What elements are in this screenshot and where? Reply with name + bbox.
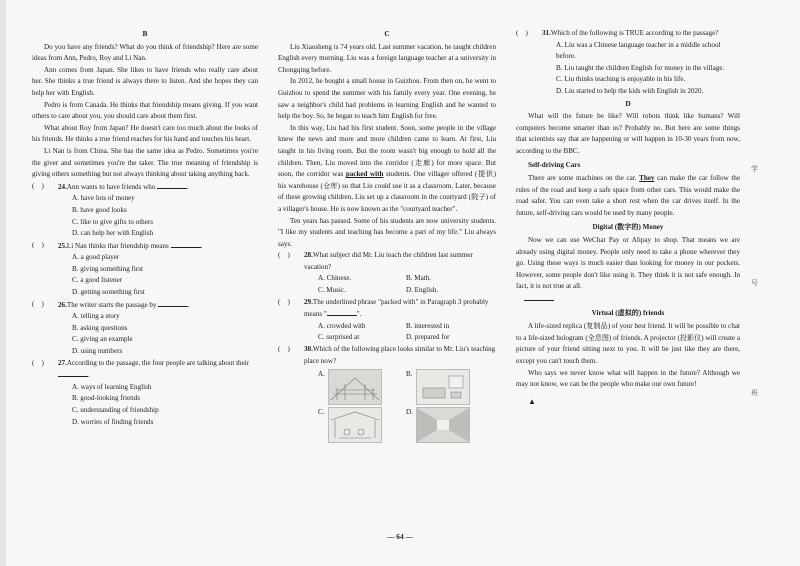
- image-option-row: [278, 407, 496, 443]
- paren-close: ): [41, 181, 44, 190]
- option-label: C.: [318, 408, 325, 417]
- option-row: [278, 285, 496, 297]
- option: A. Chinese.: [318, 274, 352, 283]
- option-row: [278, 273, 496, 285]
- question-end: ".: [356, 310, 362, 319]
- image-option-d[interactable]: [406, 407, 494, 443]
- option: C. Liu thinks teaching is enjoyable in his life.: [556, 75, 686, 84]
- triangle-marker-icon: ▲: [528, 397, 536, 406]
- option: C. Music.: [318, 286, 346, 295]
- paren-open: (: [278, 251, 281, 260]
- fill-blank: [327, 308, 357, 316]
- question-text: [58, 358, 258, 382]
- paragraph-text: can make the car follow the rules of the road and keep a safe space from other cars. This would make the road safer. You can even take a short rest when the car drives itself. In the future, self-driving cars would be used by many people.: [516, 174, 740, 217]
- option: B. Math.: [406, 274, 432, 283]
- option: D. English.: [406, 286, 439, 295]
- fill-blank: [58, 369, 90, 380]
- paragraph: What will the future be like? Will robots think like humans? Will computers become smarter than us? Probably no. But here are some things that scientists say that are happening or will happen in 10-30 years from now, according to the BBC.: [516, 112, 740, 155]
- question-number: 28.: [304, 251, 313, 260]
- underlined-phrase: packed with: [345, 170, 384, 179]
- option-label: A.: [318, 370, 325, 379]
- option: B. giving something first: [72, 264, 143, 273]
- paragraph: Ann comes from Japan. She likes to have friends who really care about her. She thinks a true friend is always there to listen. And she hopes they can help her with English.: [32, 65, 258, 97]
- question-text: [58, 240, 258, 253]
- question-number: 26.: [58, 300, 67, 309]
- underlined-word: They: [639, 174, 655, 183]
- paragraph: Li Nan is from China. She has the same idea as Pedro. Sometimes you're the giver and sometimes you're the taker. The true meaning of friendship is giving others something but not always thinking about taking anything back.: [32, 146, 258, 179]
- question-text: [58, 181, 258, 194]
- paragraph: Pedro is from Canada. He thinks that friendship means giving. If you want others to care about you, you should care about them first.: [32, 100, 258, 121]
- option: A. Liu was a Chinese language teacher in a middle school before.: [556, 40, 721, 61]
- paragraph: Ten years has passed. Some of his students are now university students. "I like my students and teaching has become a part of my life." Liu always says.: [278, 216, 496, 248]
- question-stem: Which of the following place looks similar to Mr. Liu's teaching place now?: [304, 345, 496, 365]
- question-text: [58, 299, 258, 312]
- question-number: 24.: [58, 182, 67, 191]
- answer-blank[interactable]: [278, 250, 304, 273]
- question-26: [32, 299, 258, 312]
- image-option-a[interactable]: [318, 369, 406, 405]
- question-end: .: [88, 371, 90, 380]
- question-stem: The writer starts the passage by: [66, 300, 157, 309]
- question-stem: Ann wants to have friends who: [66, 182, 156, 191]
- question-stem: Li Nan thinks that friendship means: [66, 241, 169, 250]
- paren-close: ): [287, 251, 290, 260]
- option: D. getting something first: [72, 288, 145, 297]
- question-28: [278, 250, 496, 273]
- question-27: [32, 358, 258, 382]
- option-row: [278, 321, 496, 333]
- option: A. a good player: [72, 253, 120, 262]
- question-number: 27.: [58, 358, 67, 367]
- option-label: D.: [406, 408, 413, 417]
- answer-blank[interactable]: [32, 299, 58, 312]
- paragraph: A life-sized replica (复制品) of your best friend. It will be possible to chat to a life-sized hologram (全息图) of friends. A projector (投影仪) will create a picture of your friend sitting next to you. It will be just like they are there, except you can't touch them.: [516, 322, 740, 366]
- option: B. asking questions: [72, 323, 128, 332]
- paren-close: ): [41, 240, 44, 249]
- question-stem: Which of the following is TRUE according to the passage?: [550, 29, 719, 37]
- margin-text: 号: [751, 279, 758, 287]
- paragraph: Who says we never know what will happen in the future? Although we may not know, we can be the people who make our own future!: [516, 368, 740, 389]
- paragraph: [516, 173, 740, 219]
- margin-text: 学: [751, 165, 758, 173]
- column-2: [278, 28, 496, 445]
- section-title-b: B: [142, 29, 148, 38]
- question-text: [542, 28, 740, 40]
- paren-close: ): [41, 358, 44, 367]
- fill-blank: [171, 240, 201, 248]
- option: D. prepared for: [406, 333, 450, 342]
- paragraph: Now we can use WeChat Pay or Alipay to shop. That means we are already using digital money. People only need to take a phone wherever they go. Using these ways is much easier than looking for money in our pockets. However, some people don't like using it. They think it is not safe enough. In fact, it is not true at all.: [516, 236, 740, 291]
- question-number: 30.: [304, 345, 313, 354]
- paren-open: (: [516, 29, 519, 37]
- paragraph: [278, 123, 496, 216]
- paragraph: Do you have any friends? What do you think of friendship? Here are some ideas from Ann, Pedro, Roy and Li Nan.: [32, 42, 258, 63]
- answer-blank[interactable]: [32, 240, 58, 253]
- image-option-row: [278, 369, 496, 405]
- blank-heading-marker: [516, 293, 740, 306]
- option-row: [278, 332, 496, 344]
- paragraph-text: There are some machines on the car.: [528, 174, 637, 183]
- subheading-digital-money: Digital (数字的) Money: [592, 222, 664, 231]
- paragraph: In 2012, he bought a small house in Guizhou. From then on, he went to Guizhou to spend the summer with his family every year. One evening, he saw a neighbor's child had problems in learning English and he wanted to help the boy. So, he began to teach him English for free.: [278, 77, 496, 121]
- option: C. surprised at: [318, 333, 360, 342]
- option: B. good-looking friends: [72, 394, 140, 403]
- question-end: .: [200, 241, 203, 250]
- question-29: [278, 297, 496, 321]
- paren-open: (: [32, 240, 35, 249]
- subheading-virtual-friends: Virtual (虚拟的) friends: [591, 308, 665, 317]
- answer-blank[interactable]: [278, 344, 304, 367]
- answer-blank[interactable]: [278, 297, 304, 321]
- answer-blank[interactable]: [32, 358, 58, 382]
- option: D. Liu started to help the kids with English in 2020.: [556, 86, 704, 95]
- paren-open: (: [278, 345, 281, 354]
- option: C. a good listener: [72, 276, 123, 285]
- courtyard-sketch-image: [328, 407, 382, 443]
- section-title-d: D: [625, 98, 631, 108]
- option: B. have good looks: [72, 205, 127, 214]
- option: B. interested in: [406, 321, 450, 330]
- option: C. like to give gifts to others: [72, 217, 153, 226]
- option: B. Liu taught the children English for money in the village.: [556, 63, 725, 72]
- section-title-c: C: [384, 29, 390, 38]
- paren-open: (: [32, 181, 35, 190]
- image-option-b[interactable]: [406, 369, 494, 405]
- fill-blank: [158, 299, 191, 309]
- fill-blank: [157, 181, 187, 189]
- paren-close: ): [525, 29, 528, 37]
- answer-blank[interactable]: [516, 28, 542, 40]
- paren-close: ): [41, 299, 44, 308]
- page-number: — 64 —: [387, 532, 413, 541]
- option-label: B.: [406, 370, 413, 379]
- corridor-image: [416, 407, 470, 443]
- question-stem: What subject did Mr. Liu teach the children last summer vacation?: [304, 251, 473, 271]
- answer-blank[interactable]: [32, 181, 58, 194]
- fill-blank: [524, 293, 554, 301]
- question-end: .: [188, 300, 191, 309]
- option: A. ways of learning English: [72, 382, 152, 391]
- option: D. can help her with English: [72, 229, 154, 238]
- question-text: [304, 250, 496, 273]
- option: D. using numbers: [72, 347, 123, 356]
- question-number: 25.: [58, 241, 67, 250]
- image-option-c[interactable]: [318, 407, 406, 443]
- paren-close: ): [287, 297, 290, 306]
- paren-open: (: [32, 358, 35, 367]
- living-room-image: [416, 369, 470, 405]
- classroom-sketch-image: [328, 369, 382, 405]
- option: A. telling a story: [72, 312, 120, 321]
- column-1: [32, 28, 258, 428]
- option: C. giving an example: [72, 335, 133, 344]
- paragraph-text: In this way, Liu had his first student. Soon, some people in the village knew the news and more and more children came to learn. At first, Liu taught in his living room. But the room wasn't big enough to hold all the children. Then, Liu moved into the corridor (走廊) for more space. But soon, the corridor was: [278, 123, 496, 179]
- paragraph: What about Roy from Japan? He doesn't care too much about the looks of his friends. He thinks a true friend reaches for his hand and touches his heart.: [32, 123, 258, 144]
- paren-open: (: [32, 299, 35, 308]
- question-number: 29.: [304, 297, 313, 306]
- paragraph-text: students. One villager offered (提供) his warehouse (仓库) so that Liu could use it as a classroom. Later, because of these growing children, Liu set up a classroom in the courtyard (院子) of a villager's house. He is now known as the "courtyard teacher".: [278, 170, 497, 213]
- question-31: [516, 28, 740, 40]
- question-stem: According to the passage, the four people are talking about their: [66, 358, 250, 367]
- question-30: [278, 344, 496, 367]
- margin-text: 班: [751, 389, 758, 397]
- page-edge: [0, 0, 6, 566]
- question-text: [304, 297, 496, 321]
- paragraph: Liu Xiaosheng is 74 years old. Last summer vacation, he taught children English every morning. Liu was a foreign language teacher at a university in Chongqing before.: [278, 42, 496, 74]
- subheading-self-driving: Self-driving Cars: [528, 160, 581, 169]
- question-number: 31.: [542, 29, 551, 37]
- column-3: [516, 28, 740, 391]
- paren-close: ): [287, 345, 290, 354]
- option: A. crowded with: [318, 321, 366, 330]
- option: A. have lots of money: [72, 194, 135, 203]
- question-24: [32, 181, 258, 194]
- option: D. worries of finding friends: [72, 417, 154, 426]
- option: C. understanding of friendship: [72, 406, 159, 414]
- question-stem: The underlined phrase "packed with" in Paragraph 3 probably means ": [304, 297, 489, 319]
- paren-open: (: [278, 297, 281, 306]
- question-25: [32, 240, 258, 253]
- question-end: .: [187, 182, 189, 191]
- question-text: [304, 344, 496, 367]
